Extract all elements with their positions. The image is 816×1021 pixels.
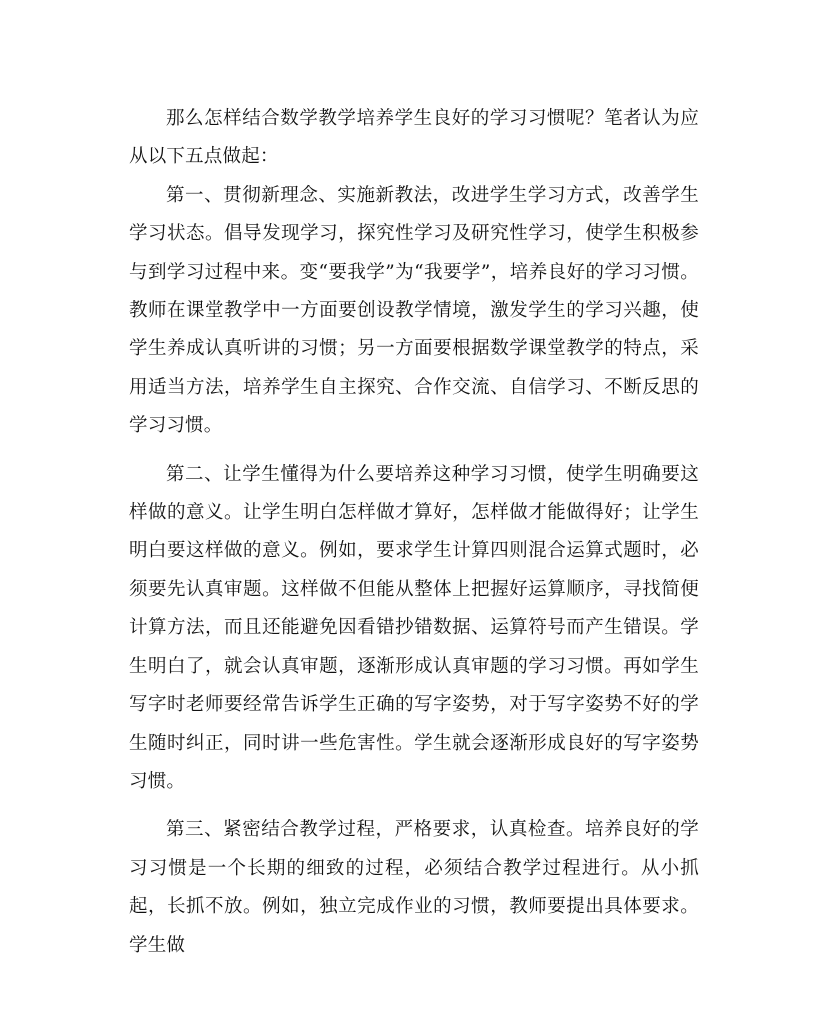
- paragraph-point-three: 第三、紧密结合教学过程，严格要求，认真检查。培养良好的学习习惯是一个长期的细致的过程，必须结合教学过程进行。从小抓起，长抓不放。例如，独立完成作业的习惯，教师要提出具体要求。学生做: [129, 819, 699, 956]
- paragraph-point-two: 第二、让学生懂得为什么要培养这种学习习惯，使学生明确要这样做的意义。让学生明白怎样做才算好，怎样做才能做得好；让学生明白要这样做的意义。例如，要求学生计算四则混合运算式题时，必须要先认真审题。这样做不但能从整体上把握好运算顺序，寻找简便计算方法，而且还能避免因看错抄错数据、运算符号而产生错误。学生明白了，就会认真审题，逐渐形成认真审题的学习习惯。再如学生写字时老师要经常告诉学生正确的写字姿势，对于写字姿势不好的学生随时纠正，同时讲一些危害性。学生就会逐渐形成良好的写字姿势习惯。: [129, 463, 699, 792]
- paragraph-spacer: [129, 801, 699, 811]
- paragraph-intro: 那么怎样结合数学教学培养学生良好的学习习惯呢？笔者认为应从以下五点做起：: [129, 108, 699, 168]
- paragraph-point-one: 第一、贯彻新理念、实施新教法，改进学生学习方式，改善学生学习状态。倡导发现学习，探究性学习及研究性学习，使学生积极参与到学习过程中来。变“要我学”为“我要学”，培养良好的学习习惯。教师在课堂教学中一方面要创设教学情境，激发学生的学习兴趣，使学生养成认真听讲的习惯；另一方面要根据数学课堂教学的特点，采用适当方法，培养学生自主探究、合作交流、自信学习、不断反思的学习习惯。: [129, 184, 699, 437]
- paragraph-spacer: [129, 446, 699, 456]
- document-body: [129, 100, 699, 965]
